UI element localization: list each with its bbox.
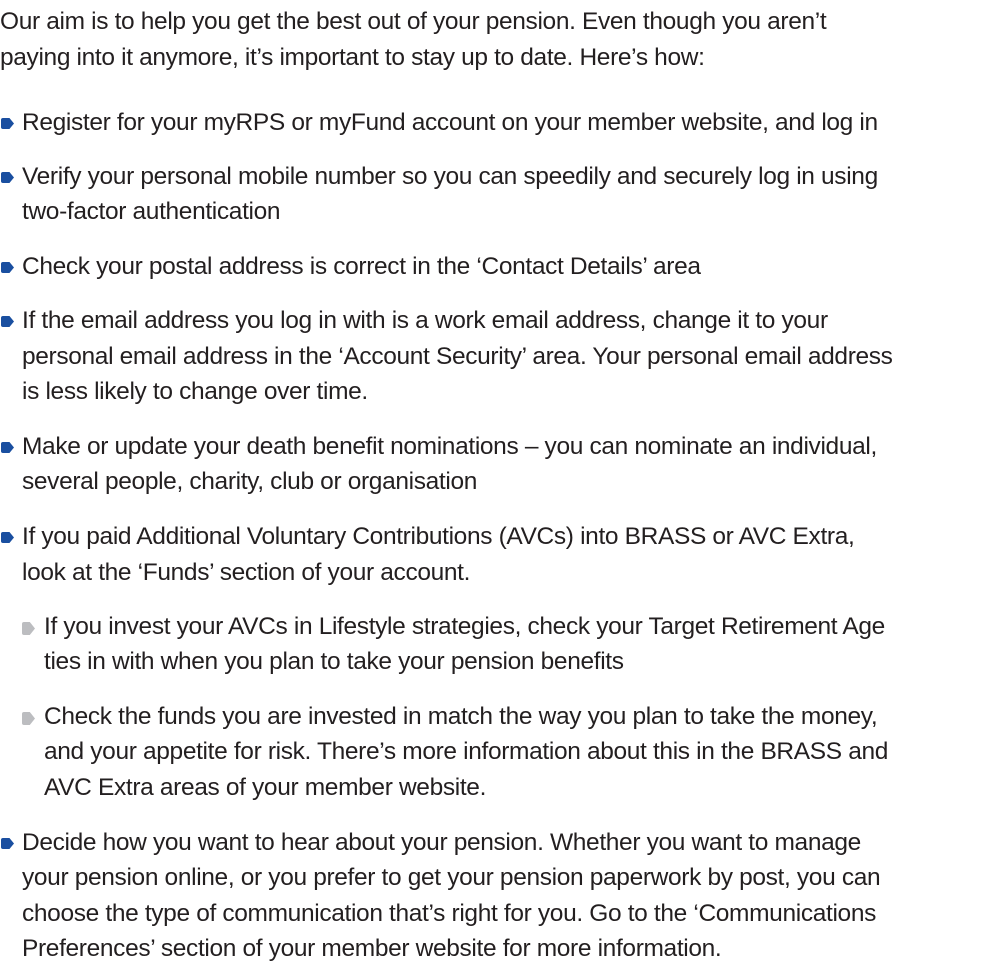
list-item-text: two-factor authentication: [22, 198, 281, 225]
list-item-text: Check your postal address is correct in the ‘Contact Details’ area: [22, 253, 701, 280]
sub-list-item-text: ties in with when you plan to take your pension benefits: [44, 648, 624, 675]
list-item-text: several people, charity, club or organisation: [22, 468, 478, 495]
bullet-arrow-icon: [1, 838, 14, 849]
list-item-text: Register for your myRPS or myFund account on your member website, and log in: [22, 109, 878, 136]
list-item-text: your pension online, or you prefer to get your pension paperwork by post, you can: [22, 864, 881, 891]
sub-list-item-text: If you invest your AVCs in Lifestyle strategies, check your Target Retirement Age: [44, 613, 885, 640]
list-item-text: personal email address in the ‘Account Security’ area. Your personal email address: [22, 343, 893, 370]
list-item-text: Make or update your death benefit nominations – you can nominate an individual,: [22, 433, 877, 460]
list-item-text: is less likely to change over time.: [22, 378, 368, 405]
sub-bullet-arrow-icon: [22, 622, 35, 635]
list-item-text: If you paid Additional Voluntary Contributions (AVCs) into BRASS or AVC Extra,: [22, 523, 855, 550]
sub-list-item-text: and your appetite for risk. There’s more information about this in the BRASS and: [44, 738, 889, 765]
bullet-arrow-icon: [1, 316, 14, 327]
intro-line: Our aim is to help you get the best out of your pension. Even though you aren’t: [0, 8, 827, 35]
list-item-text: Decide how you want to hear about your pension. Whether you want to manage: [22, 829, 861, 856]
list-item-text: look at the ‘Funds’ section of your account.: [22, 559, 471, 586]
sub-list-item-text: AVC Extra areas of your member website.: [44, 774, 487, 801]
sub-bullet-arrow-icon: [22, 712, 35, 725]
list-item-text: choose the type of communication that’s right for you. Go to the ‘Communications: [22, 900, 877, 927]
bullet-arrow-icon: [1, 442, 14, 453]
intro-line: paying into it anymore, it’s important to stay up to date. Here’s how:: [0, 44, 705, 71]
list-item-text: Verify your personal mobile number so you can speedily and securely log in using: [22, 163, 878, 190]
bullet-arrow-icon: [1, 532, 14, 543]
sub-list-item-text: Check the funds you are invested in match the way you plan to take the money,: [44, 703, 878, 730]
bullet-arrow-icon: [1, 118, 14, 129]
list-item-text: Preferences’ section of your member website for more information.: [22, 935, 722, 962]
bullet-arrow-icon: [1, 172, 14, 183]
bullet-arrow-icon: [1, 262, 14, 273]
list-item-text: If the email address you log in with is a work email address, change it to your: [22, 307, 828, 334]
